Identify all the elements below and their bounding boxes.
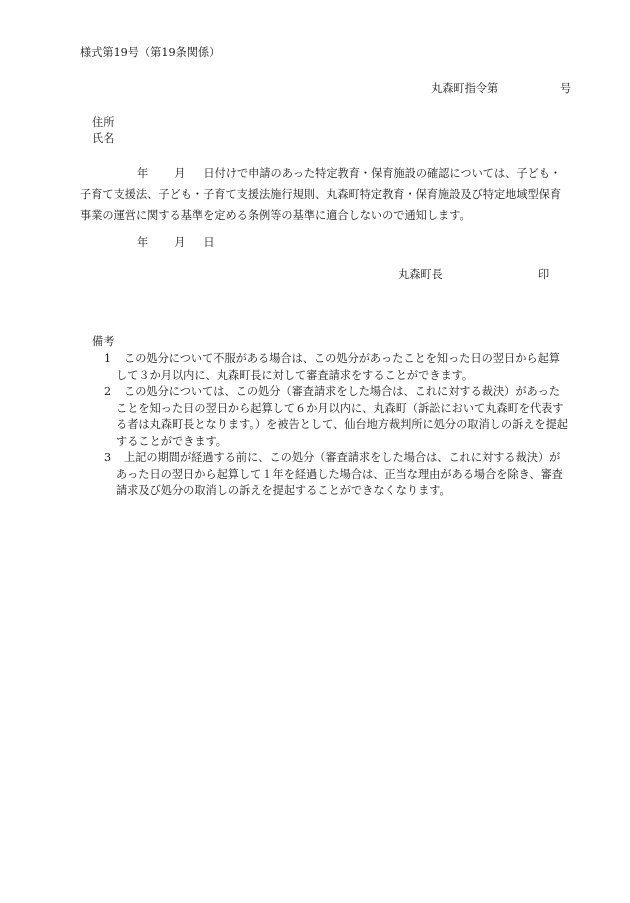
remark-note-number: 3	[104, 451, 112, 464]
remark-note-line: 上記の期間が経過する前に、この処分（審査請求をした場合は、これに対する裁決）が	[124, 451, 561, 464]
issue-month-label: 月	[174, 236, 186, 249]
notice-body-line-3: 事業の運営に関する基準を定める条例等の基準に適合しないので通知します。	[80, 209, 471, 222]
remark-note-line: あった日の翌日から起算して１年を経過した場合は、正当な理由がある場合を除き、審査	[116, 467, 563, 481]
document-number-suffix: 号	[560, 82, 572, 95]
remark-note-line: して３か月以内に、丸森町長に対して審査請求をすることができます。	[116, 368, 474, 382]
remark-note-number: 2	[104, 385, 112, 398]
recipient-address-label: 住所	[92, 116, 115, 129]
remark-note-line: することができます。	[116, 434, 227, 448]
remark-note-line: ことを知った日の翌日から起算して６か月以内に、丸森町（訴訟において丸森町を代表す	[116, 401, 564, 415]
remarks-heading: 備考	[92, 335, 115, 348]
notice-body	[80, 163, 590, 226]
recipient-name-label: 氏名	[92, 132, 115, 145]
application-month-label: 月	[174, 167, 186, 180]
remark-note-line: この処分について不服がある場合は、この処分があったことを知った日の翌日から起算	[124, 352, 560, 365]
document-number-prefix: 丸森町指令第	[431, 82, 499, 95]
issue-day-label: 日	[203, 236, 215, 249]
remark-note-line: この処分については、この処分（審査請求をした場合は、これに対する裁決）があった	[124, 385, 560, 398]
application-year-label: 年	[137, 167, 149, 180]
remark-note-line: る者は丸森町長となります。）を被告として、仙台地方裁判所に処分の取消しの訴えを提起	[116, 418, 568, 431]
notice-body-line-1: 年 月 日付けで申請のあった特定教育・保育施設の確認については、子ども・	[137, 167, 562, 180]
remark-note	[104, 351, 590, 384]
seal-mark: 印	[538, 268, 550, 281]
issue-year-label: 年	[137, 236, 149, 249]
remark-note-number: 1	[104, 352, 112, 365]
remark-note	[104, 450, 590, 500]
issue-date	[137, 235, 215, 251]
notice-body-line-2: 子育て支援法、子ども・子育て支援法施行規則、丸森町特定教育・保育施設及び特定地域型保育	[80, 188, 562, 201]
remark-note-line: 請求及び処分の取消しの訴えを提起することができなくなります。	[116, 484, 451, 497]
issuer-title: 丸森町長	[398, 268, 443, 281]
form-number: 様式第19号（第19条関係）	[80, 46, 221, 59]
remark-note	[104, 384, 590, 450]
